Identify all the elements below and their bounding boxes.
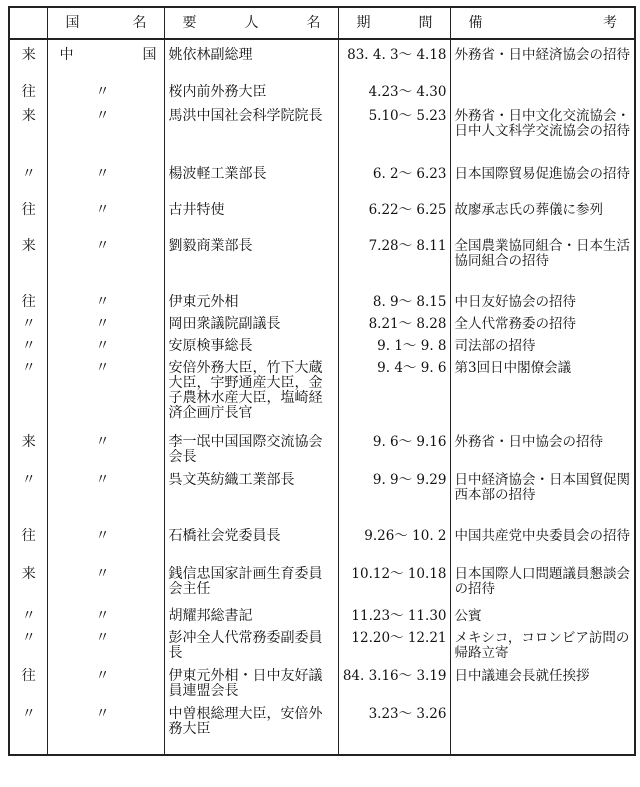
person-cell: 馬洪中国社会科学院院長 bbox=[164, 107, 338, 165]
person-cell: 楊波軽工業部長 bbox=[164, 165, 338, 201]
notes-cell: 日本国際人口問題議員懇談会の招待 bbox=[450, 565, 635, 607]
person-cell: 伊東元外相・日中友好議員連盟会長 bbox=[164, 667, 338, 705]
table-row bbox=[9, 471, 635, 527]
header-person: 要 人 名 bbox=[164, 7, 338, 39]
person-cell: 李一氓中国国際交流協会会長 bbox=[164, 433, 338, 471]
table-row bbox=[9, 39, 635, 83]
notes-cell: メキシコ，コロンビア訪問の帰路立寄 bbox=[450, 629, 635, 667]
person-cell: 桜内前外務大臣 bbox=[164, 83, 338, 107]
country-cell: 〃 bbox=[47, 607, 164, 629]
person-cell: 安倍外務大臣，竹下大蔵大臣，宇野通産大臣，金子農林水産大臣，塩崎経済企画庁長官 bbox=[164, 359, 338, 433]
country-cell: 〃 bbox=[47, 471, 164, 527]
direction-cell: 往 bbox=[9, 83, 47, 107]
period-cell: 83. 4. 3〜 4.18 bbox=[338, 39, 450, 83]
table-row bbox=[9, 527, 635, 565]
country-cell: 〃 bbox=[47, 565, 164, 607]
period-cell: 8.21〜 8.28 bbox=[338, 315, 450, 337]
country-cell: 〃 bbox=[47, 237, 164, 293]
country-cell: 中 国 bbox=[47, 39, 164, 83]
table-row bbox=[9, 165, 635, 201]
notes-cell: 全国農業協同組合・日本生活協同組合の招待 bbox=[450, 237, 635, 293]
table-row bbox=[9, 315, 635, 337]
person-cell: 劉毅商業部長 bbox=[164, 237, 338, 293]
table-row bbox=[9, 237, 635, 293]
country-cell: 〃 bbox=[47, 359, 164, 433]
person-cell: 安原検事総長 bbox=[164, 337, 338, 359]
person-cell: 中曽根総理大臣，安倍外務大臣 bbox=[164, 705, 338, 755]
table-row bbox=[9, 107, 635, 165]
period-cell: 7.28〜 8.11 bbox=[338, 237, 450, 293]
notes-cell bbox=[450, 705, 635, 755]
notes-cell: 外務省・日中文化交流協会・日中人文科学交流協会の招待 bbox=[450, 107, 635, 165]
table-row bbox=[9, 629, 635, 667]
country-cell: 〃 bbox=[47, 433, 164, 471]
direction-cell: 〃 bbox=[9, 315, 47, 337]
notes-cell: 日中議連会長就任挨拶 bbox=[450, 667, 635, 705]
direction-cell: 〃 bbox=[9, 471, 47, 527]
person-cell: 石橋社会党委員長 bbox=[164, 527, 338, 565]
notes-cell: 日中経済協会・日本国貿促関西本部の招待 bbox=[450, 471, 635, 527]
person-cell: 銭信忠国家計画生育委員会主任 bbox=[164, 565, 338, 607]
period-cell: 4.23〜 4.30 bbox=[338, 83, 450, 107]
country-cell: 〃 bbox=[47, 629, 164, 667]
direction-cell: 〃 bbox=[9, 359, 47, 433]
table-row bbox=[9, 201, 635, 237]
notes-cell: 故廖承志氏の葬儀に参列 bbox=[450, 201, 635, 237]
direction-cell: 来 bbox=[9, 107, 47, 165]
notes-cell: 第3回日中閣僚会議 bbox=[450, 359, 635, 433]
country-cell: 〃 bbox=[47, 83, 164, 107]
period-cell: 3.23〜 3.26 bbox=[338, 705, 450, 755]
period-cell: 9. 9〜 9.29 bbox=[338, 471, 450, 527]
country-cell: 〃 bbox=[47, 705, 164, 755]
notes-cell: 中国共産党中央委員会の招待 bbox=[450, 527, 635, 565]
period-cell: 11.23〜 11.30 bbox=[338, 607, 450, 629]
notes-cell: 外務省・日中経済協会の招待 bbox=[450, 39, 635, 83]
direction-cell: 来 bbox=[9, 237, 47, 293]
table-row bbox=[9, 83, 635, 107]
direction-cell: 〃 bbox=[9, 165, 47, 201]
table-row bbox=[9, 705, 635, 755]
period-cell: 12.20〜 12.21 bbox=[338, 629, 450, 667]
country-cell: 〃 bbox=[47, 667, 164, 705]
period-cell: 8. 9〜 8.15 bbox=[338, 293, 450, 315]
direction-cell: 来 bbox=[9, 39, 47, 83]
period-cell: 10.12〜 10.18 bbox=[338, 565, 450, 607]
person-cell: 呉文英紡織工業部長 bbox=[164, 471, 338, 527]
country-cell: 〃 bbox=[47, 527, 164, 565]
notes-cell: 公賓 bbox=[450, 607, 635, 629]
table-row bbox=[9, 607, 635, 629]
table-row bbox=[9, 667, 635, 705]
direction-cell: 往 bbox=[9, 201, 47, 237]
country-cell: 〃 bbox=[47, 107, 164, 165]
period-cell: 9. 4〜 9. 6 bbox=[338, 359, 450, 433]
header-period: 期 間 bbox=[338, 7, 450, 39]
country-cell: 〃 bbox=[47, 337, 164, 359]
notes-cell bbox=[450, 83, 635, 107]
direction-cell: 往 bbox=[9, 667, 47, 705]
notes-cell: 中日友好協会の招待 bbox=[450, 293, 635, 315]
direction-cell: 来 bbox=[9, 433, 47, 471]
table-row bbox=[9, 565, 635, 607]
person-cell: 姚依林副総理 bbox=[164, 39, 338, 83]
direction-cell: 〃 bbox=[9, 629, 47, 667]
person-cell: 伊東元外相 bbox=[164, 293, 338, 315]
person-cell: 古井特使 bbox=[164, 201, 338, 237]
direction-cell: 来 bbox=[9, 565, 47, 607]
table-row bbox=[9, 293, 635, 315]
country-cell: 〃 bbox=[47, 165, 164, 201]
period-cell: 9. 6〜 9.16 bbox=[338, 433, 450, 471]
person-cell: 彭冲全人代常務委副委員長 bbox=[164, 629, 338, 667]
person-cell: 岡田衆議院副議長 bbox=[164, 315, 338, 337]
table-row bbox=[9, 359, 635, 433]
period-cell: 5.10〜 5.23 bbox=[338, 107, 450, 165]
direction-cell: 〃 bbox=[9, 607, 47, 629]
direction-cell: 〃 bbox=[9, 337, 47, 359]
country-cell: 〃 bbox=[47, 201, 164, 237]
period-cell: 6.22〜 6.25 bbox=[338, 201, 450, 237]
header-country: 国 名 bbox=[47, 7, 164, 39]
header-notes: 備 考 bbox=[450, 7, 635, 39]
notes-cell: 司法部の招待 bbox=[450, 337, 635, 359]
period-cell: 9.26〜 10. 2 bbox=[338, 527, 450, 565]
person-cell: 胡耀邦総書記 bbox=[164, 607, 338, 629]
table-row bbox=[9, 337, 635, 359]
direction-cell: 往 bbox=[9, 293, 47, 315]
header-direction bbox=[9, 7, 47, 39]
direction-cell: 往 bbox=[9, 527, 47, 565]
header-row bbox=[9, 7, 635, 39]
notes-cell: 外務省・日中協会の招待 bbox=[450, 433, 635, 471]
visits-table bbox=[8, 6, 636, 756]
period-cell: 6. 2〜 6.23 bbox=[338, 165, 450, 201]
direction-cell: 〃 bbox=[9, 705, 47, 755]
country-cell: 〃 bbox=[47, 315, 164, 337]
period-cell: 84. 3.16〜 3.19 bbox=[338, 667, 450, 705]
period-cell: 9. 1〜 9. 8 bbox=[338, 337, 450, 359]
country-cell: 〃 bbox=[47, 293, 164, 315]
notes-cell: 日本国際貿易促進協会の招待 bbox=[450, 165, 635, 201]
table-row bbox=[9, 433, 635, 471]
notes-cell: 全人代常務委の招待 bbox=[450, 315, 635, 337]
